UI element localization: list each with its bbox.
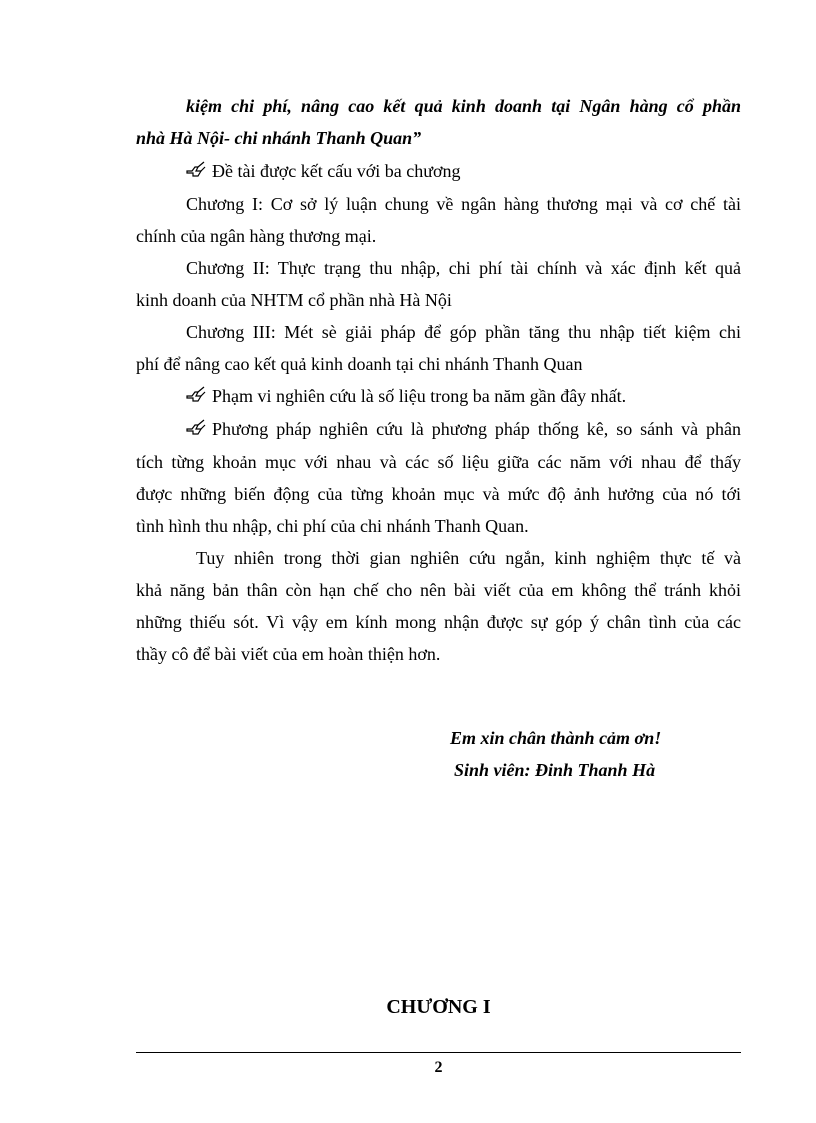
method-text-line-1: Phương pháp nghiên cứu là phương pháp thống kê, so sánh và phân: [212, 419, 741, 439]
chapter3-line-2: phí để nâng cao kết quả kinh doanh tại chi nhánh Thanh Quan: [136, 354, 583, 374]
chapter1-line-1: Chương I: Cơ sở lý luận chung về ngân hàng thương mại và cơ chế tài: [186, 194, 741, 214]
method-line-4: tình hình thu nhập, chi phí của chi nhánh Thanh Quan.: [136, 516, 529, 536]
footer-divider: [136, 1052, 741, 1053]
method-line-3: được những biến động của từng khoản mục và mức độ ảnh hưởng của nó tới: [136, 484, 741, 504]
title-line-2: nhà Hà Nội- chi nhánh Thanh Quan”: [136, 128, 422, 148]
closing-line-2: khả năng bản thân còn hạn chế cho nên bài viết của em không thể tránh khỏi: [136, 580, 741, 600]
chapter1-line-2: chính của ngân hàng thương mại.: [136, 226, 377, 246]
scope-text: Phạm vi nghiên cứu là số liệu trong ba năm gần đây nhất.: [212, 386, 627, 406]
hand-pointer-icon: [186, 386, 206, 404]
chapter2-line-2: kinh doanh của NHTM cổ phần nhà Hà Nội: [136, 290, 452, 310]
scope-item: [186, 385, 741, 407]
method-item: [186, 418, 741, 440]
title-line-1: kiệm chi phí, nâng cao kết quả kinh doanh tại Ngân hàng cổ phần: [186, 96, 741, 116]
closing-line-3: những thiếu sót. Vì vậy em kính mong nhận được sự góp ý chân tình của các: [136, 612, 741, 632]
structure-intro-item: [186, 160, 741, 182]
structure-intro-text: Đề tài được kết cấu với ba chương: [212, 161, 461, 181]
chapter-heading: CHƯƠNG I: [386, 996, 491, 1018]
closing-line-4: thầy cô để bài viết của em hoàn thiện hơn.: [136, 644, 441, 664]
hand-pointer-icon: [186, 419, 206, 437]
chapter3-line-1: Chương III: Mét sè giải pháp để góp phần tăng thu nhập tiết kiệm chi: [186, 322, 741, 342]
student-name: Sinh viên: Đinh Thanh Hà: [454, 760, 656, 780]
thanks-text: Em xin chân thành cảm ơn!: [450, 728, 662, 748]
method-line-2: tích từng khoản mục với nhau và các số liệu giữa các năm với nhau để thấy: [136, 452, 741, 472]
page-number: 2: [434, 1059, 443, 1076]
closing-line-1: Tuy nhiên trong thời gian nghiên cứu ngắn, kinh nghiệm thực tế và: [196, 548, 741, 568]
chapter2-line-1: Chương II: Thực trạng thu nhập, chi phí tài chính và xác định kết quả: [186, 258, 741, 278]
hand-pointer-icon: [186, 161, 206, 179]
